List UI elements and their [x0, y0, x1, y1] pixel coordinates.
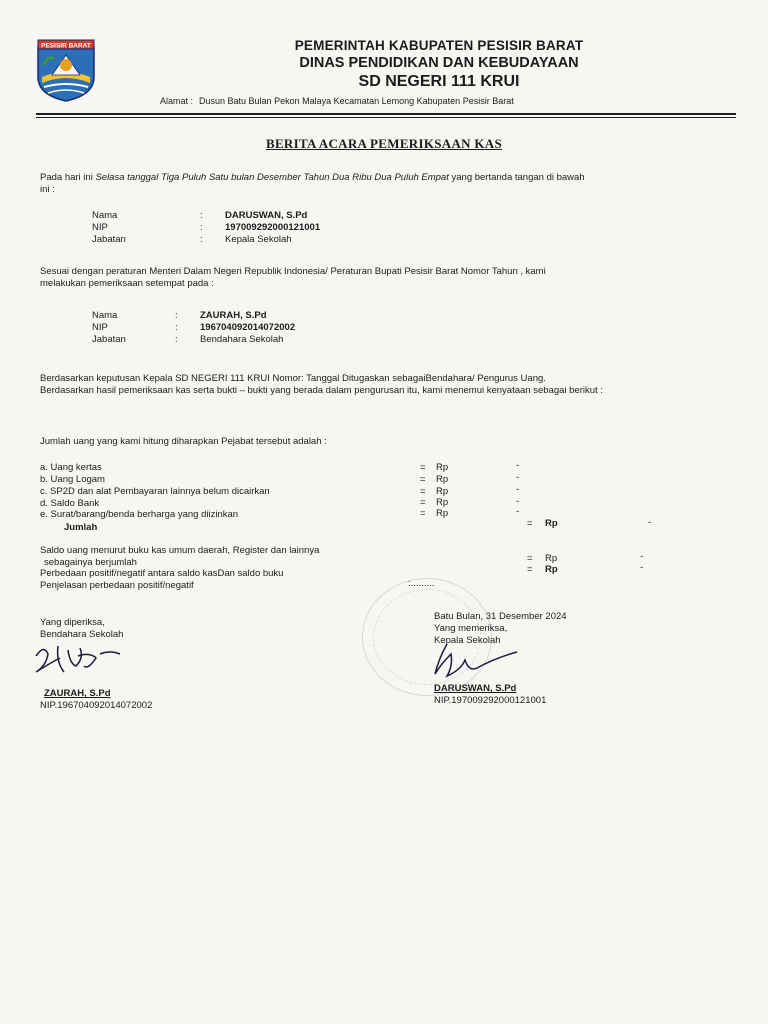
place-date: Batu Bulan, 31 Desember 2024 — [434, 611, 567, 622]
intro-day: Selasa tanggal Tiga Puluh Satu bulan Desember Tahun Dua Ribu Dua Puluh Empat — [95, 172, 449, 183]
person1-name: DARUSWAN, S.Pd — [225, 210, 308, 221]
person1-nip: 197009292000121001 — [225, 222, 321, 233]
signature-right-name: DARUSWAN, S.Pd — [434, 683, 517, 694]
difference-dots: :......... — [408, 578, 435, 589]
regulation-paragraph: Sesuai dengan peraturan Menteri Dalam Negeri Republik Indonesia/ Peraturan Bupati Pesisir Barat Nomor Tahun , kami melakukan pemeriksaan setempat pada : — [40, 266, 546, 289]
signature-right-nip: NIP.197009292000121001 — [434, 695, 547, 706]
person1-role: Kepala Sekolah — [225, 234, 292, 245]
total-label: Jumlah — [64, 522, 98, 533]
signature-right-mark — [425, 640, 525, 685]
signature-left-nip: NIP.196704092014072002 — [40, 700, 153, 711]
person2-role: Bendahara Sekolah — [200, 334, 284, 345]
svg-text:PESISIR BARAT: PESISIR BARAT — [41, 42, 91, 50]
header-address — [160, 96, 514, 106]
person2-name: ZAURAH, S.Pd — [200, 310, 267, 321]
header-department: DINAS PENDIDIKAN DAN KEBUDAYAAN — [299, 55, 579, 71]
decision-paragraph: Berdasarkan keputusan Kepala SD NEGERI 111 KRUI Nomor: Tanggal Ditugaskan sebagaiBendahara/ Pengurus Uang. Berdasarkan hasil pemeriksaan kas serta bukti – bukti yang berada dalam pengurusan itu, kami menemui kenyataan sebagai berikut : — [40, 373, 603, 396]
signature-left-name: ZAURAH, S.Pd — [44, 688, 111, 699]
person2-nip: 196704092014072002 — [200, 322, 296, 333]
regency-logo — [34, 37, 98, 103]
signature-left-mark — [30, 636, 130, 686]
address-label: Alamat : — [160, 96, 194, 106]
header-school: SD NEGERI 111 KRUI — [358, 73, 520, 90]
address-text: Dusun Batu Bulan Pekon Malaya Kecamatan Lemong Kabupaten Pesisir Barat — [199, 96, 514, 106]
header-rule-thick — [36, 113, 736, 115]
intro-paragraph: Pada hari ini Selasa tanggal Tiga Puluh Satu bulan Desember Tahun Dua Ribu Dua Puluh Empat yang bertanda tangan di bawah ini : — [40, 172, 585, 195]
header-government: PEMERINTAH KABUPATEN PESISIR BARAT — [294, 38, 584, 53]
header-rule-thin — [36, 117, 736, 118]
amount-intro: Jumlah uang yang kami hitung diharapkan Pejabat tersebut adalah : — [40, 436, 327, 447]
document-title: BERITA ACARA PEMERIKSAAN KAS — [265, 136, 503, 151]
